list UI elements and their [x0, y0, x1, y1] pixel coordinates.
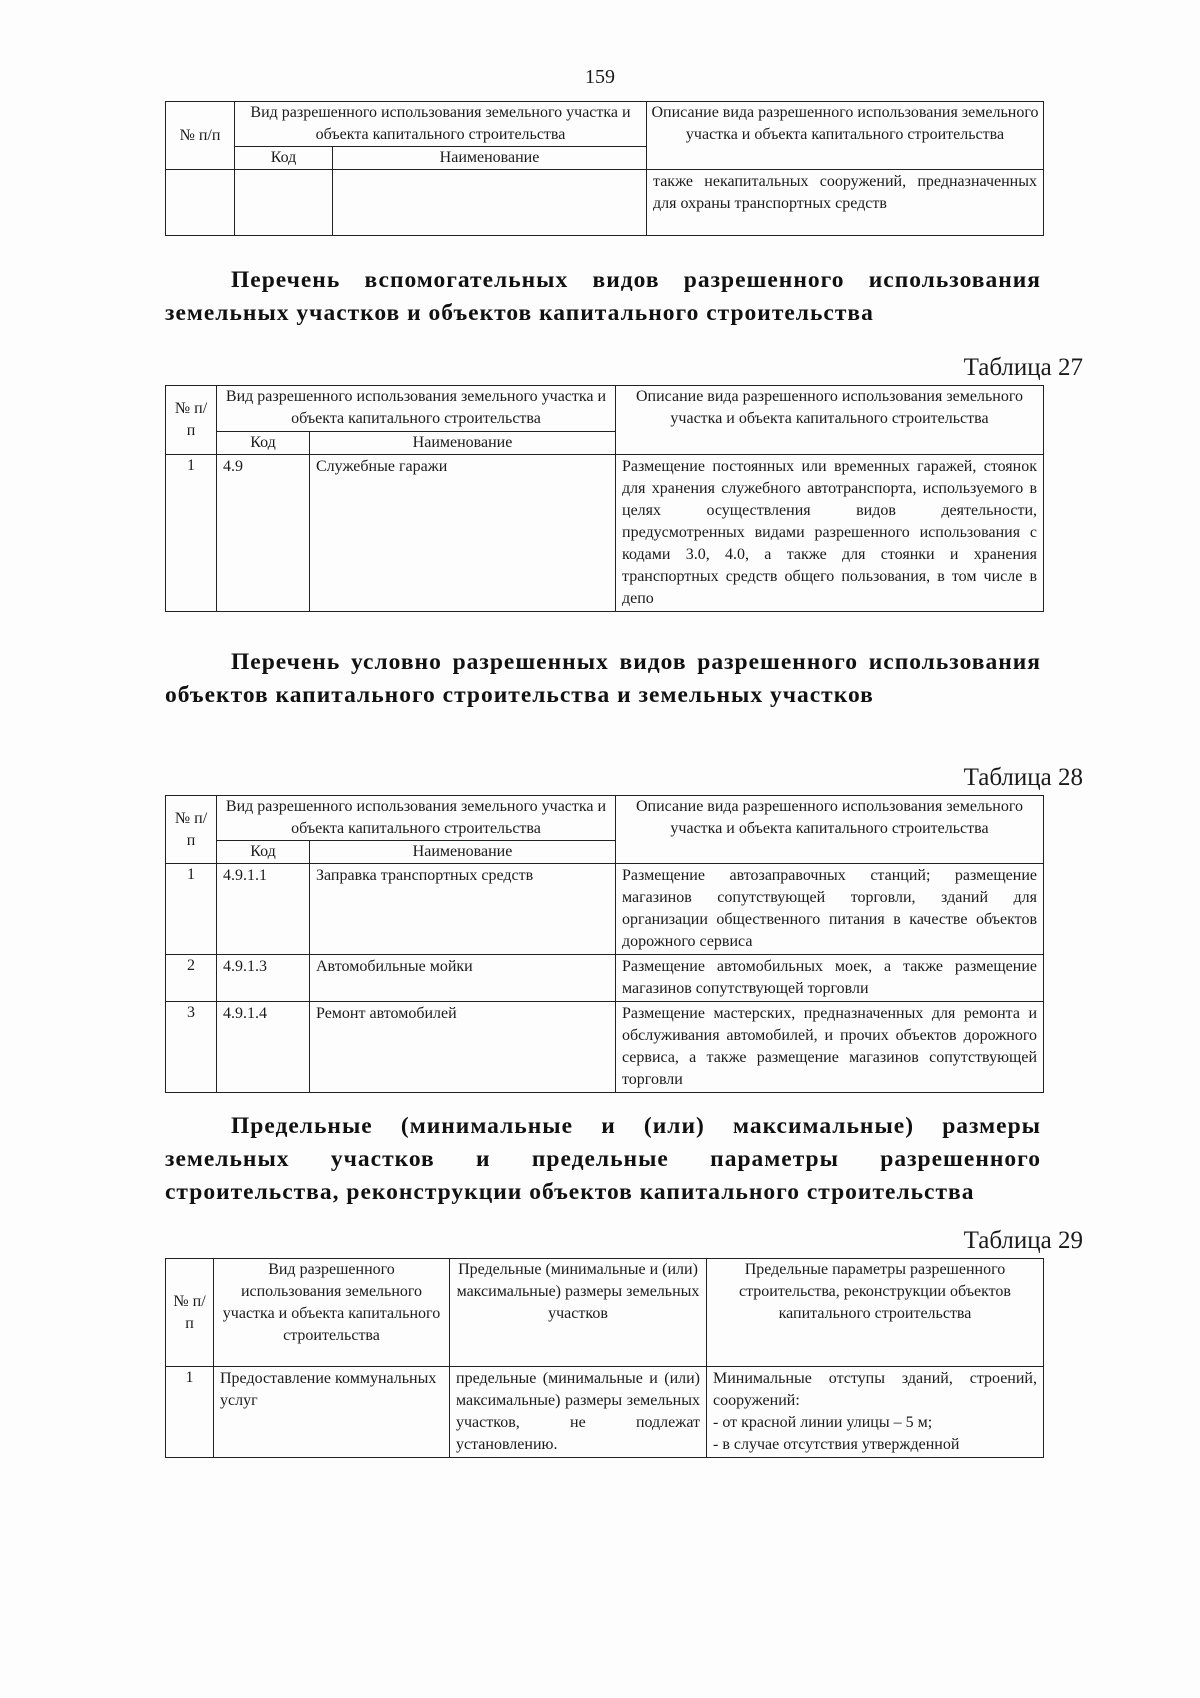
- header-vid: Вид разрешенного использования земельного участка и объекта капитального строительства: [214, 1259, 450, 1367]
- header-vid: Вид разрешенного использования земельного участка и объекта капитального строительства: [235, 102, 647, 147]
- cell-desc: Размещение автомобильных моек, а также размещение магазинов сопутствующей торговли: [616, 955, 1044, 1002]
- page-number: 159: [585, 66, 615, 88]
- heading-limit-parameters: Предельные (минимальные и (или) максимальные) размеры земельных участков и предельные параметры разрешенного строительства, реконструкции объектов капитального строительства: [165, 1113, 1041, 1205]
- cell-num: 1: [166, 455, 217, 612]
- params-line: - от красной линии улицы – 5 м;: [713, 1414, 933, 1431]
- table-row: [166, 955, 1044, 1002]
- cell-num: 1: [166, 1367, 214, 1458]
- header-vid: Вид разрешенного использования земельного участка и объекта капитального строительства: [217, 796, 616, 841]
- header-num: № п/п: [166, 1259, 214, 1367]
- heading-conditional-uses: Перечень условно разрешенных видов разрешенного использования объектов капитального строительства и земельных участков: [165, 649, 1041, 708]
- header-vid: Вид разрешенного использования земельного участка и объекта капитального строительства: [217, 386, 616, 432]
- header-desc: Описание вида разрешенного использования земельного участка и объекта капитального строительства: [616, 796, 1044, 864]
- cell-code: 4.9: [217, 455, 310, 612]
- header-name: Наименование: [310, 841, 616, 864]
- table-row: [166, 1367, 1044, 1458]
- header-desc: Описание вида разрешенного использования земельного участка и объекта капитального строительства: [647, 102, 1044, 170]
- table-row: [166, 455, 1044, 612]
- header-num: № п/п: [166, 386, 217, 455]
- cell-num: 1: [166, 864, 217, 955]
- cell-params: [707, 1367, 1044, 1458]
- cell-code: [235, 170, 333, 236]
- cell-sizes: предельные (минимальные и (или) максимальные) размеры земельных участков, не подлежат установлению.: [450, 1367, 707, 1458]
- header-num: № п/п: [166, 796, 217, 864]
- cell-code: 4.9.1.4: [217, 1002, 310, 1093]
- cell-name: Заправка транспортных средств: [310, 864, 616, 955]
- table-row: [166, 1002, 1044, 1093]
- cell-vid: Предоставление коммунальных услуг: [214, 1367, 450, 1458]
- header-desc: Описание вида разрешенного использования земельного участка и объекта капитального строительства: [616, 386, 1044, 455]
- header-params: Предельные параметры разрешенного строительства, реконструкции объектов капитального строительства: [707, 1259, 1044, 1367]
- cell-name: Ремонт автомобилей: [310, 1002, 616, 1093]
- header-num: № п/п: [166, 102, 235, 170]
- header-name: Наименование: [310, 432, 616, 455]
- header-code: Код: [217, 432, 310, 455]
- table-row: [166, 170, 1044, 236]
- cell-num: [166, 170, 235, 236]
- header-code: Код: [235, 147, 333, 170]
- cell-num: 2: [166, 955, 217, 1002]
- cell-code: 4.9.1.1: [217, 864, 310, 955]
- cell-desc: Размещение постоянных или временных гаражей, стоянок для хранения служебного автотранспорта, используемого в целях осуществления видов деятельности, предусмотренных видами разрешенного использования с кодами 3.0, 4.0, а также для стоянки и хранения транспортных средств общего пользования, в том числе в депо: [616, 455, 1044, 612]
- table-row: [166, 864, 1044, 955]
- table-28: [165, 795, 1044, 1093]
- cell-num: 3: [166, 1002, 217, 1093]
- cell-desc: Размещение мастерских, предназначенных для ремонта и обслуживания автомобилей, и прочих объектов дорожного сервиса, а также размещение магазинов сопутствующей торговли: [616, 1002, 1044, 1093]
- cell-desc: Размещение автозаправочных станций; размещение магазинов сопутствующей торговли, зданий для организации общественного питания в качестве объектов дорожного сервиса: [616, 864, 1044, 955]
- cell-name: [333, 170, 647, 236]
- table-27: [165, 385, 1044, 612]
- cell-code: 4.9.1.3: [217, 955, 310, 1002]
- params-line: Минимальные отступы зданий, строений, сооружений:: [713, 1370, 1037, 1409]
- continuation-table: [165, 101, 1044, 236]
- cell-name: Автомобильные мойки: [310, 955, 616, 1002]
- cell-desc: также некапитальных сооружений, предназначенных для охраны транспортных средств: [647, 170, 1044, 236]
- header-sizes: Предельные (минимальные и (или) максимальные) размеры земельных участков: [450, 1259, 707, 1367]
- table-29: [165, 1258, 1044, 1458]
- table-28-label: Таблица 28: [963, 764, 1083, 791]
- table-29-label: Таблица 29: [963, 1227, 1083, 1254]
- heading-auxiliary-uses: Перечень вспомогательных видов разрешенного использования земельных участков и объектов капитального строительства: [165, 267, 1041, 326]
- table-27-label: Таблица 27: [963, 354, 1083, 381]
- header-code: Код: [217, 841, 310, 864]
- params-line: - в случае отсутствия утвержденной: [713, 1436, 960, 1453]
- header-name: Наименование: [333, 147, 647, 170]
- cell-name: Служебные гаражи: [310, 455, 616, 612]
